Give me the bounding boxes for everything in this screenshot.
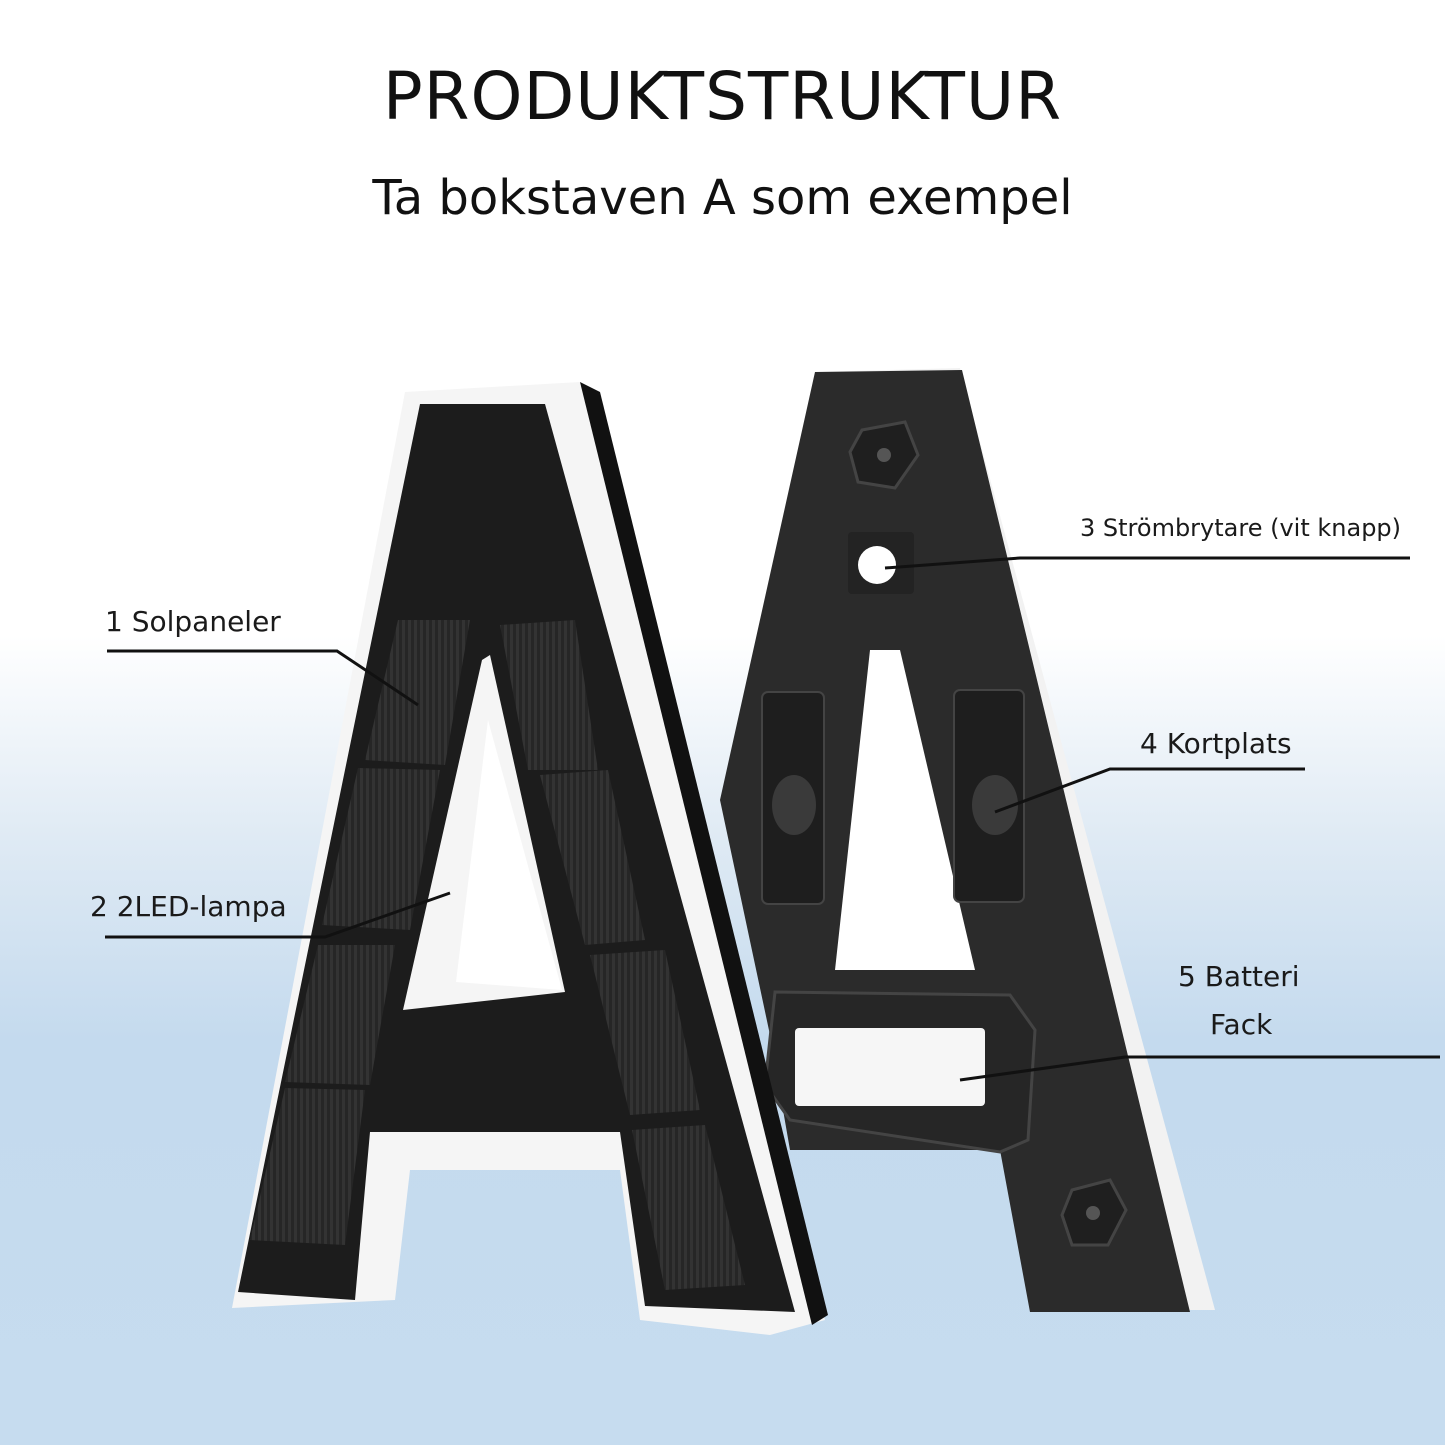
callout-solar-panels: 1 Solpaneler — [105, 605, 281, 638]
callout-card-slot: 4 Kortplats — [1140, 727, 1292, 760]
page-subtitle: Ta bokstaven A som exempel — [372, 170, 1073, 226]
solar-panel-cell — [250, 1088, 365, 1245]
callout-battery-line2: Fack — [1210, 1008, 1273, 1041]
letter-a-back — [720, 368, 1215, 1312]
page-title: PRODUKTSTRUKTUR — [382, 58, 1063, 135]
power-switch-button — [858, 546, 896, 584]
battery-info-label — [795, 1028, 985, 1106]
callout-battery-line1: 5 Batteri — [1178, 960, 1300, 993]
callout-power-switch: 3 Strömbrytare (vit knapp) — [1080, 514, 1402, 542]
callout-led-lamp: 2 2LED-lampa — [90, 890, 287, 923]
